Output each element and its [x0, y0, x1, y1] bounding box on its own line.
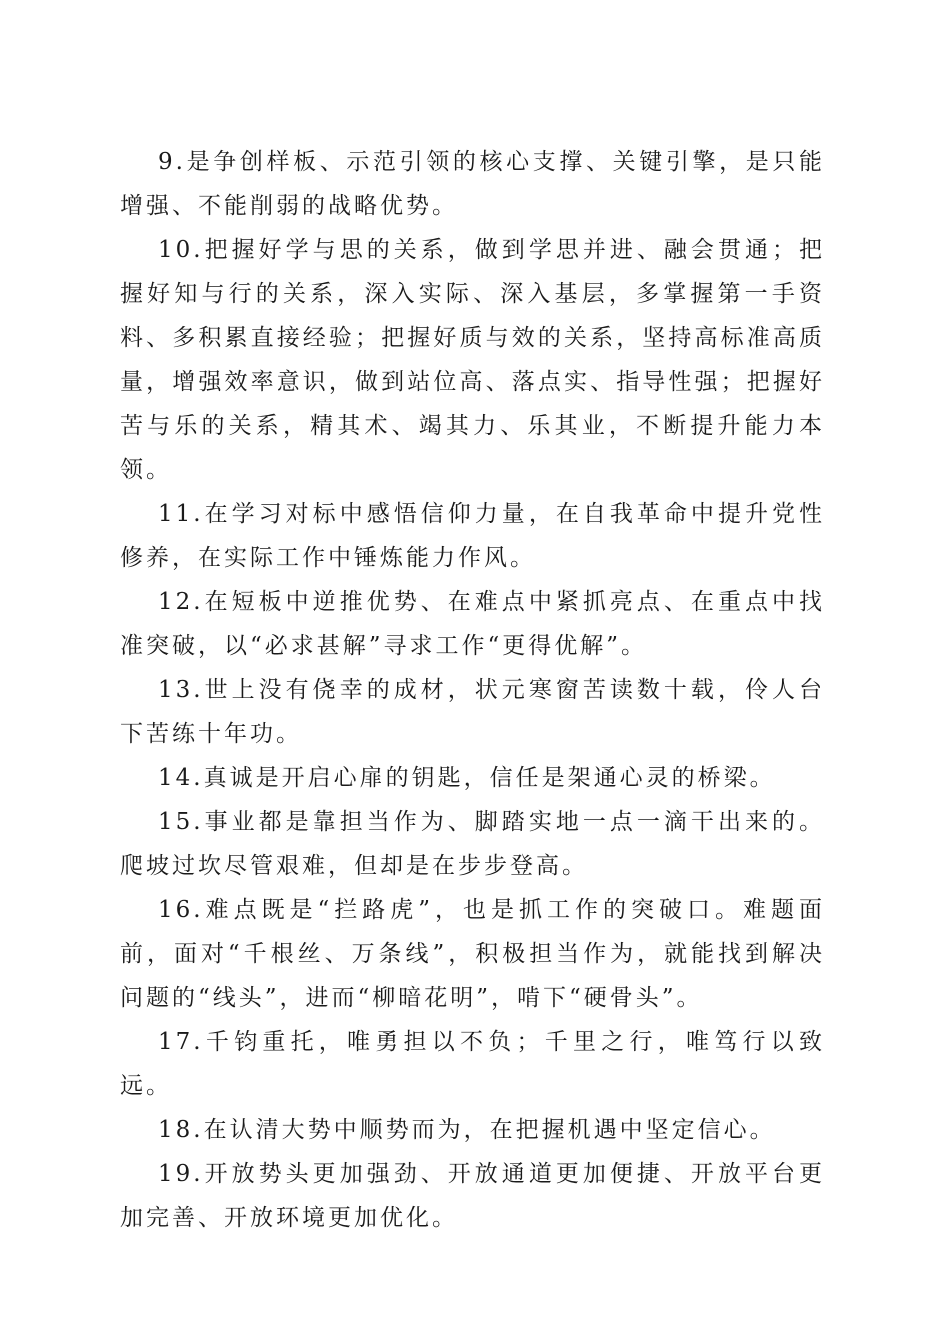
- paragraph-19: 19.开放势头更加强劲、开放通道更加便捷、开放平台更加完善、开放环境更加优化。: [120, 1161, 825, 1231]
- paragraph-18: 18.在认清大势中顺势而为，在把握机遇中坚定信心。: [158, 1117, 776, 1143]
- paragraph-14: 14.真诚是开启心扉的钥匙，信任是架通心灵的桥梁。: [158, 765, 776, 791]
- paragraph-12: 12.在短板中逆推优势、在难点中紧抓亮点、在重点中找准突破，以“必求甚解”寻求工作“更得优解”。: [120, 589, 825, 659]
- paragraph-16: 16.难点既是“拦路虎”，也是抓工作的突破口。难题面前，面对“千根丝、万条线”，积极担当作为，就能找到解决问题的“线头”，进而“柳暗花明”，啃下“硬骨头”。: [120, 897, 825, 1011]
- paragraph-11: 11.在学习对标中感悟信仰力量，在自我革命中提升党性修养，在实际工作中锤炼能力作风。: [120, 501, 825, 571]
- document-body: [120, 140, 825, 1240]
- paragraph-13: 13.世上没有侥幸的成材，状元寒窗苦读数十载，伶人台下苦练十年功。: [120, 677, 825, 747]
- paragraph-15: 15.事业都是靠担当作为、脚踏实地一点一滴干出来的。爬坡过坎尽管艰难，但却是在步步登高。: [120, 809, 825, 879]
- paragraph-17: 17.千钧重托，唯勇担以不负；千里之行，唯笃行以致远。: [120, 1029, 825, 1099]
- paragraph-10: 10.把握好学与思的关系，做到学思并进、融会贯通；把握好知与行的关系，深入实际、深入基层，多掌握第一手资料、多积累直接经验；把握好质与效的关系，坚持高标准高质量，增强效率意识，做到站位高、落点实、指导性强；把握好苦与乐的关系，精其术、竭其力、乐其业，不断提升能力本领。: [120, 237, 825, 483]
- paragraph-9: 9.是争创样板、示范引领的核心支撑、关键引擎，是只能增强、不能削弱的战略优势。: [120, 149, 825, 219]
